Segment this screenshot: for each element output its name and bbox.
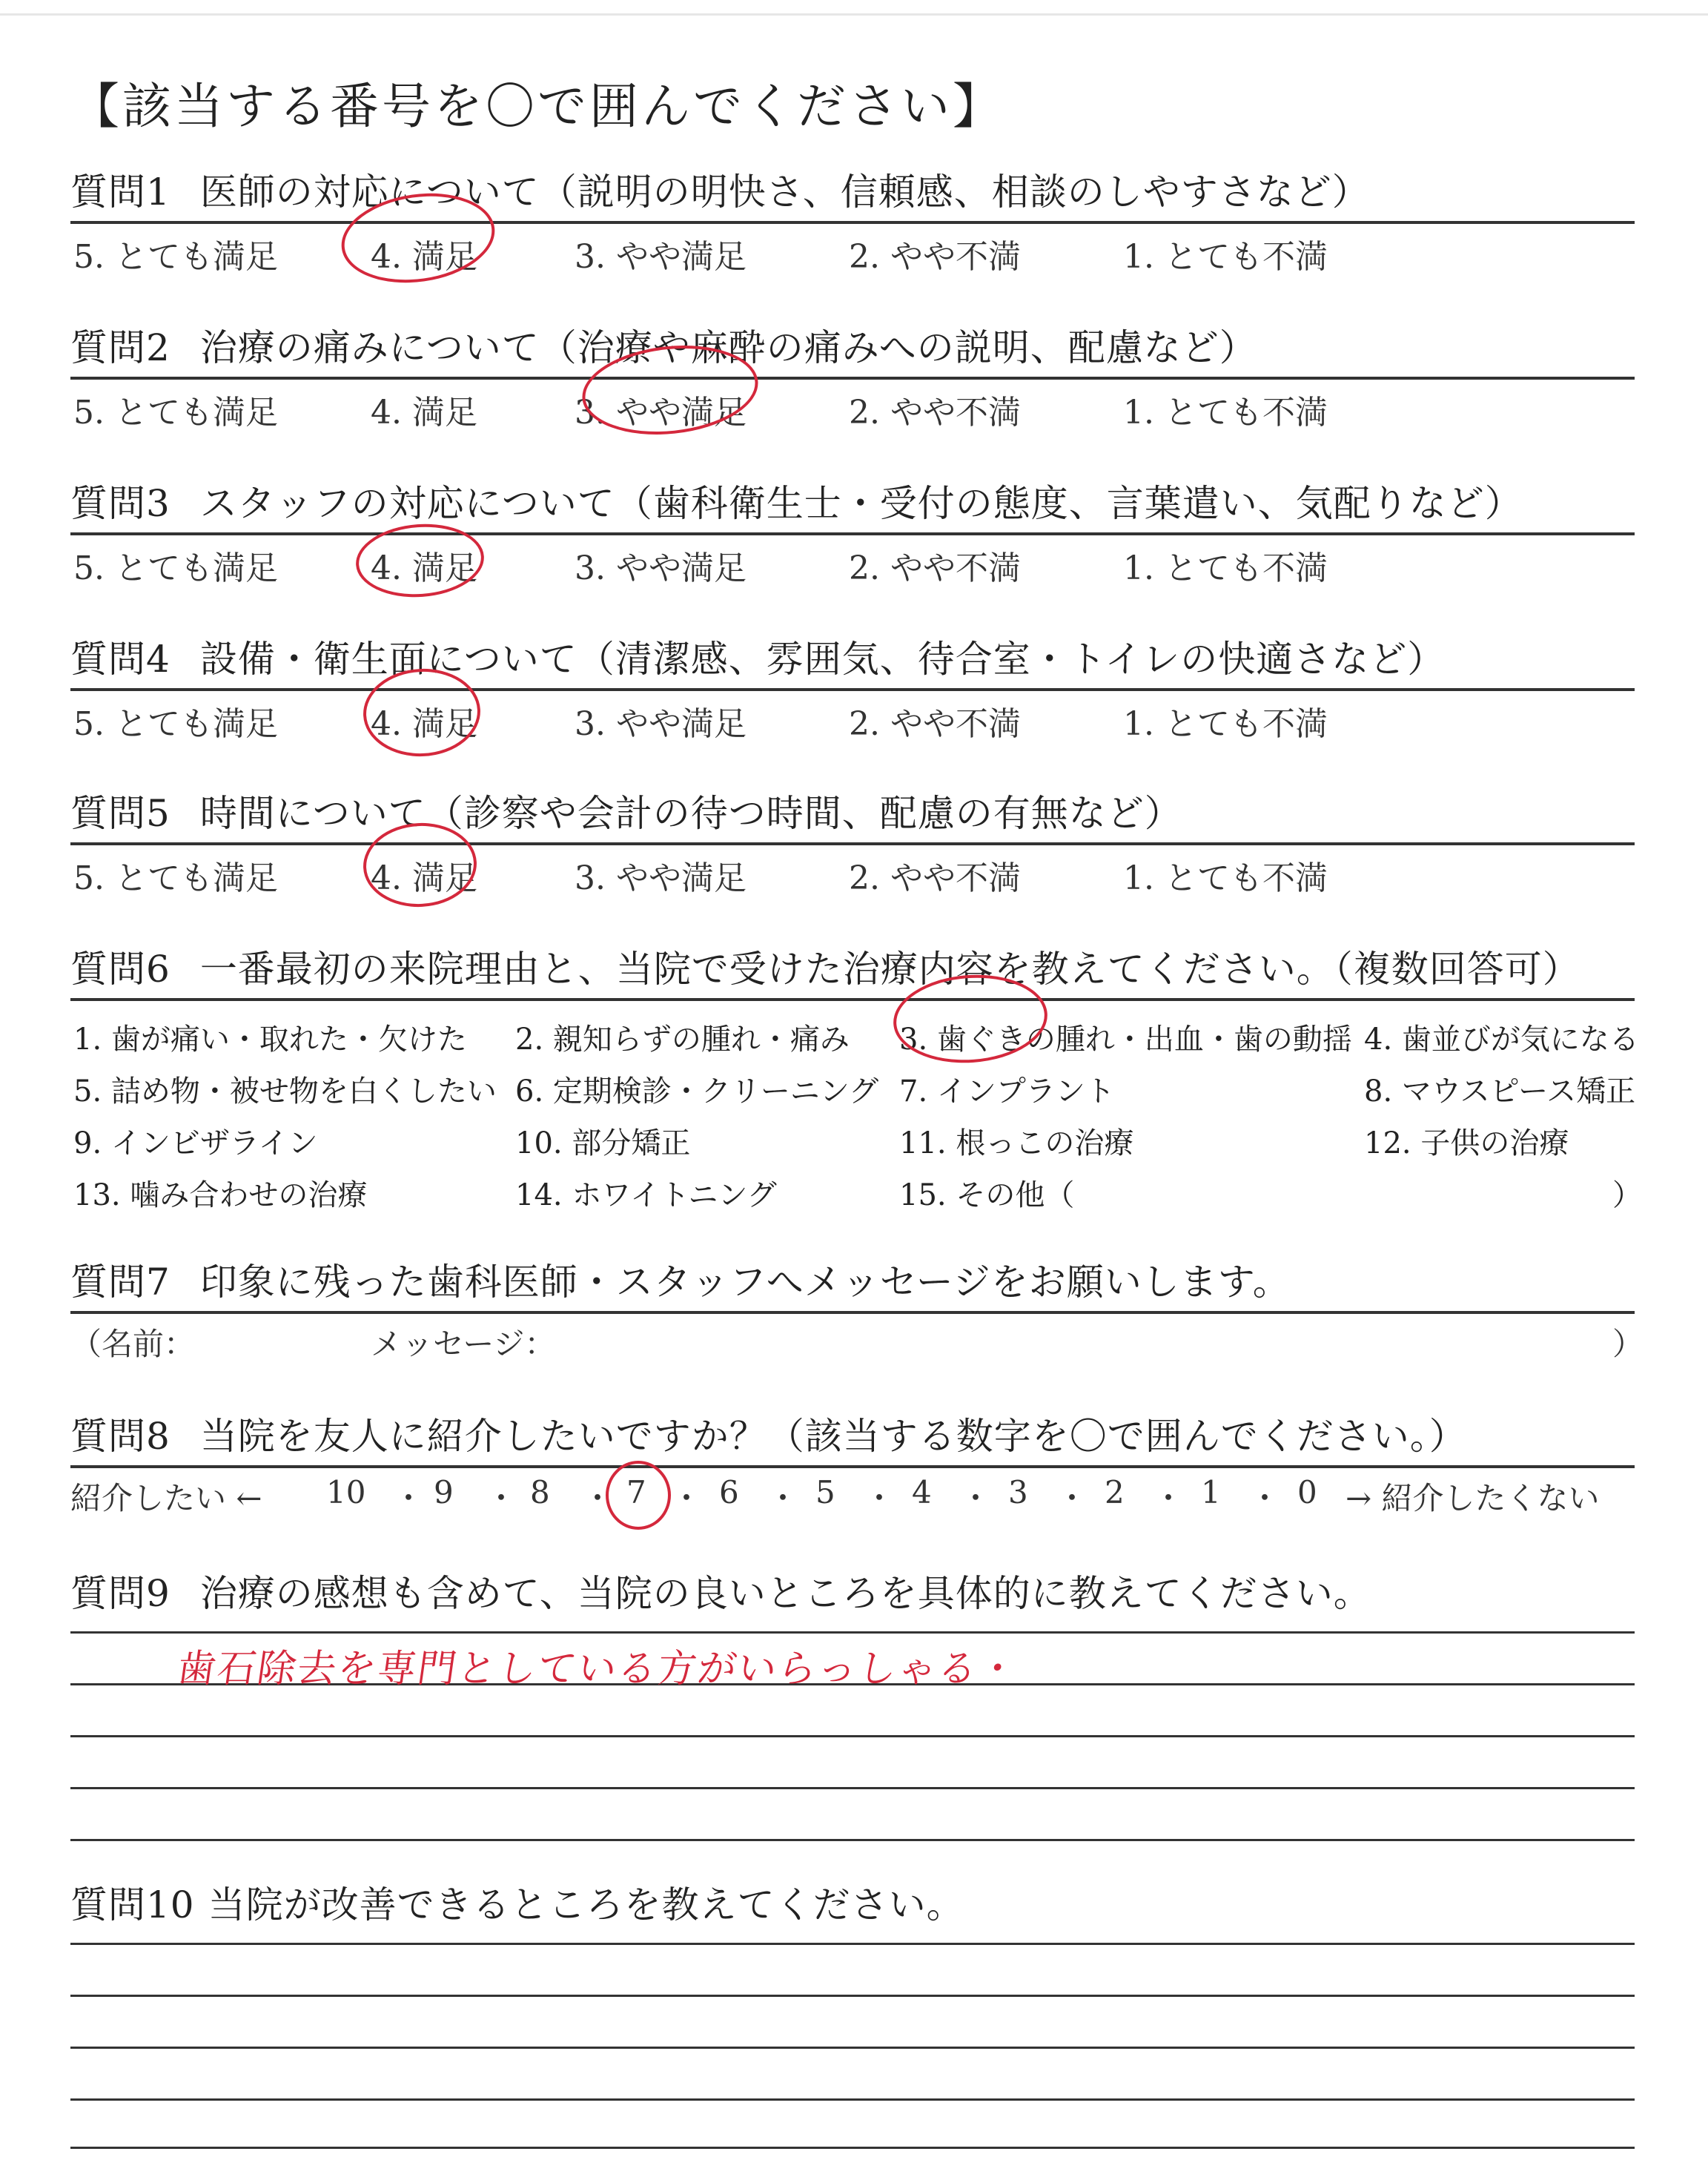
question-label: 質問5 (70, 792, 171, 835)
question-9 (70, 1565, 1635, 1622)
handwritten-answer: 歯石除去を専門としている方がいらっしゃる・ (174, 1647, 1022, 1691)
question-text: 当院が改善できるところを教えてください。 (208, 1883, 964, 1926)
option-3[interactable]: 3. やや満足 (575, 859, 747, 897)
reason-item[interactable]: 4. 歯並びが気になる (1364, 1023, 1639, 1057)
scale-value[interactable]: 2 (1105, 1474, 1125, 1510)
option-1[interactable]: 1. とても不満 (1123, 705, 1328, 743)
option-5[interactable]: 5. とても満足 (73, 238, 278, 276)
option-5[interactable]: 5. とても満足 (73, 394, 278, 432)
scale-dot: ・ (393, 1480, 425, 1516)
reason-item[interactable]: 1. 歯が痛い・取れた・欠けた (73, 1023, 467, 1057)
question-text: 治療の痛みについて（治療や麻酔の痛みへの説明、配慮など） (199, 326, 1257, 369)
option-1[interactable]: 1. とても不満 (1123, 394, 1328, 432)
rating-options (70, 691, 1635, 743)
reason-checklist (70, 1001, 1642, 1212)
scale-dot: ・ (1249, 1480, 1281, 1516)
option-2[interactable]: 2. やや不満 (849, 859, 1021, 897)
answer-line (70, 2147, 1635, 2149)
question-label: 質問10 (70, 1883, 195, 1926)
page-title: 【該当する番号を〇で囲んでください】 (70, 78, 1004, 135)
question-header (70, 163, 1635, 224)
message-row (70, 1314, 1644, 1362)
question-5 (70, 785, 1635, 897)
reason-item[interactable]: 5. 詰め物・被せ物を白くしたい (73, 1074, 497, 1109)
scale-dot: ・ (960, 1480, 992, 1516)
question-label: 質問4 (70, 638, 171, 681)
reason-item[interactable]: 7. インプラント (899, 1074, 1115, 1109)
question-text: 設備・衛生面について（清潔感、雰囲気、待合室・トイレの快適さなど） (199, 638, 1446, 681)
option-5[interactable]: 5. とても満足 (73, 705, 278, 743)
question-header (70, 940, 1635, 1001)
reason-item[interactable]: 11. 根っこの治療 (899, 1126, 1134, 1160)
answer-line (70, 1735, 1635, 1737)
option-1[interactable]: 1. とても不満 (1123, 859, 1328, 897)
rating-options (70, 224, 1635, 276)
question-text: 当院を友人に紹介したいですか？（該当する数字を〇で囲んでください。） (199, 1415, 1467, 1458)
option-5[interactable]: 5. とても満足 (73, 859, 278, 897)
question-text: 一番最初の来院理由と、当院で受けた治療内容を教えてください。（複数回答可） (199, 948, 1580, 991)
option-4[interactable]: 4. 満足 (371, 859, 477, 897)
question-text: スタッフの対応について（歯科衛生士・受付の態度、言葉遣い、気配りなど） (199, 482, 1523, 525)
scale-dot: ・ (671, 1480, 703, 1516)
option-2[interactable]: 2. やや不満 (849, 238, 1021, 276)
question-header (70, 1565, 1635, 1622)
option-4[interactable]: 4. 満足 (371, 705, 477, 743)
question-label: 質問7 (70, 1261, 171, 1304)
question-header (70, 1876, 1635, 1934)
scale-value[interactable]: 3 (1008, 1474, 1028, 1510)
question-3 (70, 475, 1635, 587)
recommend-scale (70, 1468, 1635, 1520)
scan-edge (0, 13, 1708, 16)
other-close-paren: ） (1612, 1178, 1642, 1212)
scale-value[interactable]: 4 (912, 1474, 932, 1510)
answer-line (70, 1631, 1635, 1634)
option-4[interactable]: 4. 満足 (371, 394, 477, 432)
question-label: 質問9 (70, 1572, 171, 1615)
question-2 (70, 319, 1635, 432)
answer-line (70, 1787, 1635, 1789)
answer-line (70, 1995, 1635, 1997)
reason-item[interactable]: 8. マウスピース矯正 (1364, 1074, 1636, 1109)
question-label: 質問3 (70, 482, 171, 525)
scale-value[interactable]: 0 (1297, 1474, 1317, 1510)
message-label: メッセージ： (371, 1326, 556, 1362)
reason-item[interactable]: 12. 子供の治療 (1364, 1126, 1569, 1160)
rating-options (70, 535, 1635, 587)
question-8 (70, 1407, 1635, 1520)
question-6 (70, 940, 1642, 1212)
scale-value[interactable]: 9 (434, 1474, 454, 1510)
reason-item[interactable]: 3. 歯ぐきの腫れ・出血・歯の動揺 (899, 1023, 1352, 1057)
question-label: 質問8 (70, 1415, 171, 1458)
reason-item[interactable]: 14. ホワイトニング (515, 1178, 777, 1212)
answer-line (70, 2098, 1635, 2101)
question-label: 質問1 (70, 171, 171, 214)
question-4 (70, 630, 1635, 743)
scale-dot: ・ (767, 1480, 799, 1516)
scale-value[interactable]: 6 (719, 1474, 739, 1510)
scale-value[interactable]: 1 (1201, 1474, 1221, 1510)
rating-options (70, 845, 1635, 897)
question-text: 時間について（診察や会計の待つ時間、配慮の有無など） (199, 792, 1182, 835)
question-text: 医師の対応について（説明の明快さ、信頼感、相談のしやすさなど） (199, 171, 1370, 214)
scale-value[interactable]: 7 (626, 1474, 646, 1510)
answer-line (70, 1839, 1635, 1841)
reason-item[interactable]: 10. 部分矯正 (515, 1126, 691, 1160)
question-text: 治療の感想も含めて、当院の良いところを具体的に教えてください。 (199, 1572, 1371, 1615)
scale-dot: ・ (582, 1480, 614, 1516)
question-header (70, 1253, 1635, 1314)
option-3[interactable]: 3. やや満足 (575, 394, 747, 432)
option-2[interactable]: 2. やや不満 (849, 394, 1021, 432)
rating-options (70, 380, 1635, 432)
question-label: 質問6 (70, 948, 171, 991)
name-label: （名前： (70, 1326, 196, 1362)
question-text: 印象に残った歯科医師・スタッフへメッセージをお願いします。 (199, 1261, 1291, 1304)
option-4[interactable]: 4. 満足 (371, 238, 477, 276)
question-label: 質問2 (70, 326, 171, 369)
scale-value[interactable]: 5 (815, 1474, 835, 1510)
reason-item-other[interactable]: 15. その他（ (899, 1178, 1075, 1212)
question-header (70, 319, 1635, 380)
scale-dot: ・ (1056, 1480, 1088, 1516)
scale-left-label: 紹介したい ← (70, 1480, 262, 1516)
scale-dot: ・ (486, 1480, 517, 1516)
question-header (70, 1407, 1635, 1468)
option-3[interactable]: 3. やや満足 (575, 549, 747, 587)
scale-dot: ・ (864, 1480, 896, 1516)
question-header (70, 785, 1635, 845)
scale-right-label: → 紹介したくない (1345, 1480, 1600, 1516)
answer-line (70, 1943, 1635, 1945)
reason-item[interactable]: 9. インビザライン (73, 1126, 318, 1160)
scale-value[interactable]: 10 (326, 1474, 366, 1510)
question-1 (70, 163, 1635, 276)
option-3[interactable]: 3. やや満足 (575, 238, 747, 276)
question-7 (70, 1253, 1644, 1362)
question-header (70, 475, 1635, 535)
answer-line (70, 2047, 1635, 2049)
option-1[interactable]: 1. とても不満 (1123, 549, 1328, 587)
option-3[interactable]: 3. やや満足 (575, 705, 747, 743)
scale-dot: ・ (1153, 1480, 1185, 1516)
reason-item[interactable]: 2. 親知らずの腫れ・痛み (515, 1023, 850, 1057)
option-4[interactable]: 4. 満足 (371, 549, 477, 587)
question-header (70, 630, 1635, 691)
option-2[interactable]: 2. やや不満 (849, 549, 1021, 587)
option-5[interactable]: 5. とても満足 (73, 549, 278, 587)
close-paren: ） (1612, 1326, 1644, 1362)
option-2[interactable]: 2. やや不満 (849, 705, 1021, 743)
option-1[interactable]: 1. とても不満 (1123, 238, 1328, 276)
question-10 (70, 1876, 1635, 1934)
reason-item[interactable]: 13. 噛み合わせの治療 (73, 1178, 368, 1212)
scale-value[interactable]: 8 (530, 1474, 550, 1510)
reason-item[interactable]: 6. 定期検診・クリーニング (515, 1074, 879, 1109)
